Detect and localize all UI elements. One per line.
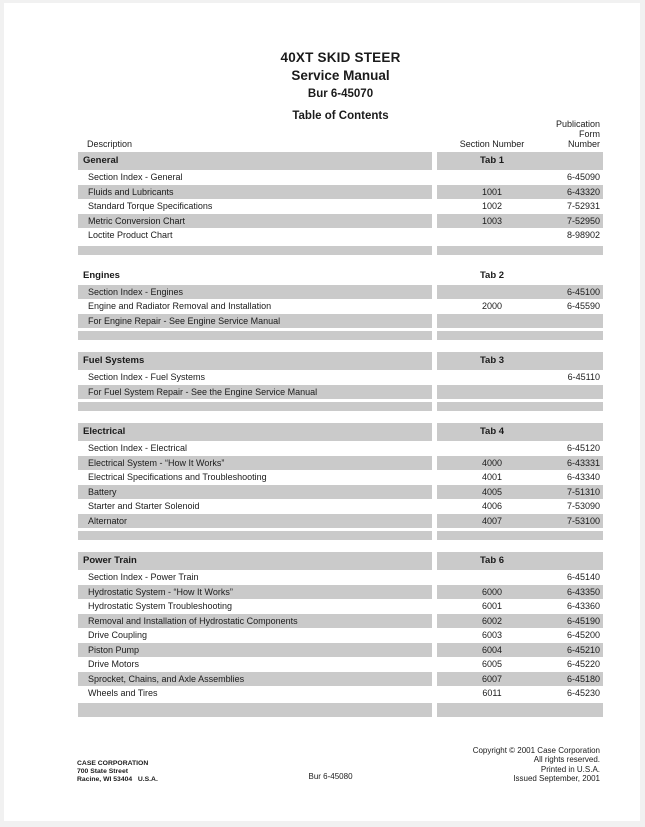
toc-row: [78, 470, 603, 485]
row-section-number: 4005: [481, 486, 503, 497]
trailer-description: [78, 531, 432, 540]
row-publication-number: 6-45210: [566, 644, 600, 655]
trailer-numbers: [437, 331, 603, 340]
trailer-numbers: [437, 402, 603, 411]
row-section-number: 6011: [482, 688, 502, 698]
row-publication-number: 6-45100: [566, 286, 600, 297]
row-section-number: 6003: [481, 630, 503, 640]
toc-row: [78, 228, 603, 243]
section-header-section-number: Tab 6: [479, 555, 505, 566]
row-numbers: [437, 456, 603, 471]
section-header-publication-number: [547, 152, 603, 170]
row-publication-number: 6-43320: [566, 186, 600, 197]
footer-rights: All rights reserved.: [533, 755, 600, 765]
footer-address-line2: Racine, WI 53404 U.S.A.: [77, 776, 158, 784]
row-description: Section Index - Electrical: [88, 443, 188, 453]
section-trailer-band: [78, 331, 603, 340]
trailer-publication-number: [547, 331, 603, 340]
row-publication-number: 6-45200: [566, 630, 600, 640]
section-header-numbers: [437, 423, 603, 441]
section-header-fuel-systems: [78, 352, 603, 370]
toc-row: [78, 599, 603, 614]
row-publication-number: 6-45590: [566, 301, 600, 311]
section-header-numbers: [437, 152, 603, 170]
row-publication-number: 6-43331: [566, 457, 600, 468]
section-header-publication-number: [547, 423, 603, 441]
toc-row: [78, 441, 603, 456]
trailer-publication-number: [547, 246, 603, 255]
section-header-section-number: Tab 2: [479, 269, 505, 281]
row-description: Hydrostatic System Troubleshooting: [88, 601, 233, 611]
row-numbers: [437, 657, 603, 672]
row-numbers: [437, 185, 603, 200]
footer-copyright-block: [473, 746, 600, 783]
row-section-number: [437, 370, 547, 385]
toc-row: [78, 657, 603, 672]
document-header: [78, 50, 603, 123]
toc-row: [78, 370, 603, 385]
toc-table-body: [78, 152, 603, 717]
section-header-section-number: Tab 1: [479, 155, 505, 166]
row-numbers: [437, 441, 603, 456]
trailer-section-number: [437, 703, 547, 717]
row-section-number: [437, 228, 547, 243]
section-header-publication-number: [547, 352, 603, 370]
row-section-number: [437, 385, 547, 400]
row-description: Engine and Radiator Removal and Installation: [88, 301, 272, 311]
trailer-numbers: [437, 246, 603, 255]
row-section-number: 4006: [481, 501, 503, 511]
page-title-line3: Bur 6-45070: [307, 88, 374, 100]
row-description: Hydrostatic System - “How It Works”: [78, 585, 432, 600]
row-section-number: 6001: [481, 601, 503, 611]
row-description: Piston Pump: [78, 643, 432, 658]
row-section-number: [437, 170, 547, 185]
row-section-number: 4007: [481, 515, 503, 526]
row-description: Battery: [78, 485, 432, 500]
toc-row: [78, 570, 603, 585]
row-description: Starter and Starter Solenoid: [88, 501, 200, 511]
row-section-number: [437, 285, 547, 300]
row-description: Section Index - Engines: [78, 285, 432, 300]
row-publication-number: 7-52931: [566, 201, 600, 211]
row-publication-number: 6-45140: [566, 572, 600, 582]
toc-section-fuel-systems: [78, 352, 603, 411]
section-header-power-train: [78, 552, 603, 570]
row-section-number: [437, 441, 547, 456]
row-publication-number: 7-53100: [566, 515, 600, 526]
toc-row: [78, 499, 603, 514]
trailer-section-number: [437, 402, 547, 411]
row-description: Loctite Product Chart: [88, 230, 173, 240]
section-header-numbers: [437, 552, 603, 570]
row-publication-number: 6-45180: [566, 673, 600, 684]
section-trailer-band: [78, 703, 603, 717]
trailer-publication-number: [547, 531, 603, 540]
section-header-numbers: [437, 352, 603, 370]
section-header-description: Power Train: [78, 552, 432, 570]
row-numbers: [437, 686, 603, 701]
row-section-number: [437, 570, 547, 585]
row-section-number: 6002: [481, 615, 503, 626]
toc-row: [78, 643, 603, 658]
row-section-number: [437, 314, 547, 329]
footer-printed: Printed in U.S.A.: [540, 764, 600, 774]
toc-section-power-train: [78, 552, 603, 717]
toc-row: [78, 214, 603, 229]
trailer-section-number: [437, 531, 547, 540]
row-description: Metric Conversion Chart: [78, 214, 432, 229]
row-publication-number: 6-43340: [566, 472, 600, 482]
section-header-electrical: [78, 423, 603, 441]
section-header-numbers: [437, 267, 603, 285]
row-section-number: 2000: [481, 301, 503, 311]
row-numbers: [437, 385, 603, 400]
row-numbers: [437, 599, 603, 614]
toc-row: [78, 628, 603, 643]
table-column-headers: [78, 119, 603, 150]
toc-row: [78, 170, 603, 185]
toc-row: [78, 285, 603, 300]
row-description: Wheels and Tires: [88, 688, 158, 698]
row-numbers: [437, 214, 603, 229]
toc-row: [78, 585, 603, 600]
row-numbers: [437, 228, 603, 243]
section-header-engines: [78, 267, 603, 285]
section-header-section-number: Tab 3: [479, 355, 505, 366]
row-numbers: [437, 285, 603, 300]
row-section-number: 6005: [481, 659, 503, 669]
row-publication-number: 6-45110: [567, 372, 600, 382]
toc-section-electrical: [78, 423, 603, 540]
row-publication-number: 6-43360: [566, 601, 600, 611]
row-section-number: 6007: [481, 673, 503, 684]
toc-row: [78, 614, 603, 629]
section-trailer-band: [78, 531, 603, 540]
toc-row: [78, 686, 603, 701]
row-numbers: [437, 672, 603, 687]
row-description: Drive Motors: [88, 659, 140, 669]
trailer-numbers: [437, 703, 603, 717]
row-section-number: 6000: [481, 586, 503, 597]
section-header-publication-number: [547, 552, 603, 570]
column-header-publication: [547, 119, 603, 150]
footer-bur-number: Bur 6-45080: [308, 772, 353, 781]
column-headers-right: [437, 119, 603, 150]
toc-row: [78, 456, 603, 471]
toc-row: [78, 672, 603, 687]
row-numbers: [437, 485, 603, 500]
subtitle-table-of-contents: Table of Contents: [292, 110, 389, 122]
section-trailer-band: [78, 402, 603, 411]
row-numbers: [437, 314, 603, 329]
row-publication-number: 6-45090: [566, 172, 600, 182]
row-description: Section Index - Power Train: [88, 572, 199, 582]
row-publication-number: [547, 314, 603, 329]
footer-copyright: Copyright © 2001 Case Corporation: [472, 746, 600, 755]
trailer-description: [78, 703, 432, 717]
row-publication-number: 6-45230: [566, 688, 600, 698]
row-publication-number: 6-45190: [566, 615, 600, 626]
row-publication-number: 7-51310: [566, 486, 600, 497]
row-publication-number: 6-43350: [566, 586, 600, 597]
trailer-section-number: [437, 246, 547, 255]
column-header-description: Description: [87, 139, 133, 149]
toc-row: [78, 314, 603, 329]
row-numbers: [437, 570, 603, 585]
row-publication-number: 6-45120: [566, 443, 600, 453]
trailer-description: [78, 331, 432, 340]
page-title-line1: 40XT SKID STEER: [280, 50, 401, 65]
toc-row: [78, 514, 603, 529]
trailer-publication-number: [547, 402, 603, 411]
row-description: Section Index - General: [88, 172, 183, 182]
toc-row: [78, 385, 603, 400]
column-header-section-number: Section Number: [459, 139, 525, 149]
section-header-general: [78, 152, 603, 170]
trailer-description: [78, 246, 432, 255]
row-section-number: 1002: [481, 201, 503, 211]
row-description: Alternator: [78, 514, 432, 529]
toc-row: [78, 199, 603, 214]
section-header-section-number: Tab 4: [479, 426, 505, 437]
row-section-number: 4000: [481, 457, 503, 468]
column-header-publication-line1: Publication: [555, 119, 600, 129]
row-numbers: [437, 470, 603, 485]
section-header-description: Engines: [83, 269, 120, 281]
row-publication-number: 7-53090: [566, 501, 600, 511]
toc-row: [78, 299, 603, 314]
row-section-number: 1003: [481, 215, 503, 226]
row-numbers: [437, 170, 603, 185]
row-description: For Fuel System Repair - See the Engine Service Manual: [78, 385, 432, 400]
toc-row: [78, 485, 603, 500]
footer-company-name: CASE CORPORATION: [77, 760, 149, 767]
section-header-description: Fuel Systems: [78, 352, 432, 370]
row-numbers: [437, 643, 603, 658]
row-section-number: 4001: [481, 472, 503, 482]
row-description: Standard Torque Specifications: [88, 201, 213, 211]
toc-section-general: [78, 152, 603, 255]
row-publication-number: 8-98902: [566, 230, 600, 240]
row-description: Electrical System - “How It Works”: [78, 456, 432, 471]
row-description: Electrical Specifications and Troubleshooting: [88, 472, 267, 482]
section-header-description: General: [78, 152, 432, 170]
row-section-number: 6004: [481, 644, 503, 655]
row-publication-number: 6-45220: [566, 659, 600, 669]
row-publication-number: 7-52950: [566, 215, 600, 226]
row-numbers: [437, 499, 603, 514]
trailer-section-number: [437, 331, 547, 340]
row-numbers: [437, 628, 603, 643]
row-description: Sprocket, Chains, and Axle Assemblies: [78, 672, 432, 687]
section-header-description: Electrical: [78, 423, 432, 441]
row-description: Drive Coupling: [88, 630, 148, 640]
trailer-description: [78, 402, 432, 411]
row-description: Removal and Installation of Hydrostatic Components: [78, 614, 432, 629]
toc-section-engines: [78, 267, 603, 341]
section-trailer-band: [78, 246, 603, 255]
footer-issued: Issued September, 2001: [513, 773, 600, 783]
row-numbers: [437, 614, 603, 629]
footer-address-line1: 700 State Street: [77, 768, 129, 776]
section-header-publication-number: [547, 267, 603, 285]
column-header-publication-line2: Form Number: [567, 129, 600, 149]
page-title-line2: Service Manual: [291, 68, 390, 83]
trailer-publication-number: [547, 703, 603, 717]
row-description: For Engine Repair - See Engine Service Manual: [78, 314, 432, 329]
row-publication-number: [547, 385, 603, 400]
row-numbers: [437, 585, 603, 600]
trailer-numbers: [437, 531, 603, 540]
row-numbers: [437, 199, 603, 214]
row-section-number: 1001: [481, 186, 503, 197]
row-description: Fluids and Lubricants: [78, 185, 432, 200]
row-numbers: [437, 370, 603, 385]
toc-row: [78, 185, 603, 200]
row-description: Section Index - Fuel Systems: [88, 372, 206, 382]
row-numbers: [437, 514, 603, 529]
row-numbers: [437, 299, 603, 314]
